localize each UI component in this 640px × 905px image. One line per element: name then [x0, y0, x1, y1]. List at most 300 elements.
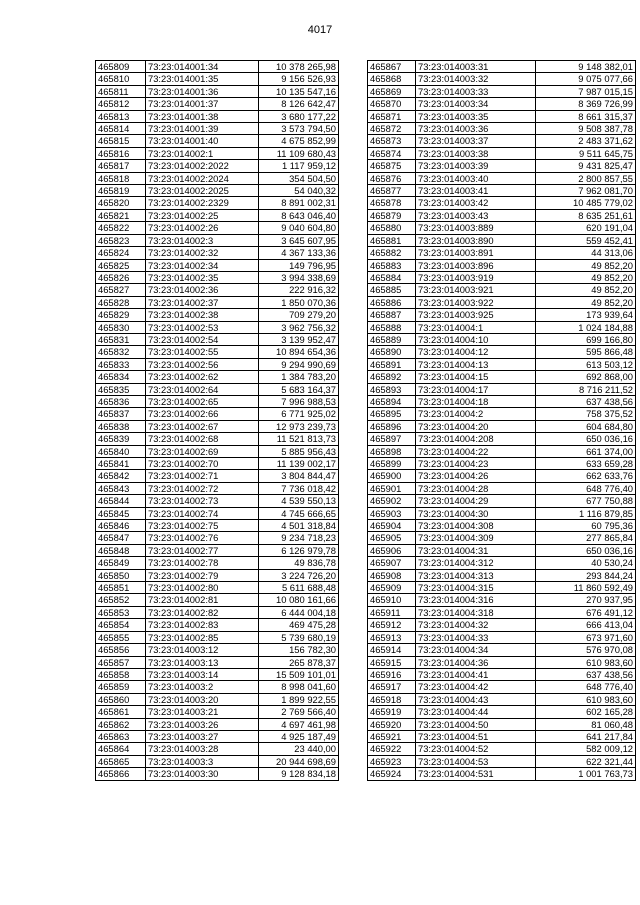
- table-row: [96, 234, 339, 246]
- row-number: 465893: [368, 383, 416, 395]
- row-number: 465891: [368, 358, 416, 370]
- table-row: [96, 123, 339, 135]
- row-number: 465819: [96, 185, 146, 197]
- registry-table-right: [367, 60, 636, 781]
- cadastral-value: 49 852,20: [536, 284, 636, 296]
- row-number: 465871: [368, 110, 416, 122]
- table-row: [96, 433, 339, 445]
- cadastral-value: 641 217,84: [536, 730, 636, 742]
- cadastral-value: 9 148 382,01: [536, 61, 636, 73]
- cadastral-value: 8 998 041,60: [259, 681, 339, 693]
- cadastral-value: 1 384 783,20: [259, 371, 339, 383]
- table-row: [96, 520, 339, 532]
- table-row: [96, 557, 339, 569]
- row-number: 465859: [96, 681, 146, 693]
- cadastral-number: 73:23:014004:312: [416, 557, 536, 569]
- cadastral-number: 73:23:014002:83: [146, 619, 259, 631]
- table-row: [96, 259, 339, 271]
- cadastral-value: 6 444 004,18: [259, 606, 339, 618]
- table-row: [96, 718, 339, 730]
- row-number: 465873: [368, 135, 416, 147]
- cadastral-number: 73:23:014002:38: [146, 309, 259, 321]
- row-number: 465845: [96, 507, 146, 519]
- cadastral-number: 73:23:014003:32: [416, 73, 536, 85]
- table-row: [368, 185, 636, 197]
- cadastral-number: 73:23:014001:37: [146, 98, 259, 110]
- table-row: [96, 594, 339, 606]
- table-row: [368, 271, 636, 283]
- cadastral-value: 81 060,48: [536, 718, 636, 730]
- table-row: [96, 668, 339, 680]
- row-number: 465912: [368, 619, 416, 631]
- cadastral-value: 10 485 779,02: [536, 197, 636, 209]
- table-row: [96, 544, 339, 556]
- row-number: 465821: [96, 209, 146, 221]
- cadastral-value: 3 573 794,50: [259, 123, 339, 135]
- cadastral-value: 8 369 726,99: [536, 98, 636, 110]
- table-row: [368, 619, 636, 631]
- table-row: [368, 507, 636, 519]
- cadastral-number: 73:23:014001:35: [146, 73, 259, 85]
- cadastral-number: 73:23:014002:35: [146, 271, 259, 283]
- cadastral-number: 73:23:014004:44: [416, 706, 536, 718]
- row-number: 465892: [368, 371, 416, 383]
- cadastral-value: 637 438,56: [536, 668, 636, 680]
- row-number: 465816: [96, 147, 146, 159]
- cadastral-value: 11 860 592,49: [536, 582, 636, 594]
- cadastral-number: 73:23:014003:891: [416, 247, 536, 259]
- row-number: 465889: [368, 333, 416, 345]
- cadastral-number: 73:23:014004:43: [416, 693, 536, 705]
- row-number: 465830: [96, 321, 146, 333]
- table-row: [96, 420, 339, 432]
- row-number: 465919: [368, 706, 416, 718]
- table-row: [368, 61, 636, 73]
- cadastral-value: 8 661 315,37: [536, 110, 636, 122]
- table-row: [96, 644, 339, 656]
- table-row: [368, 693, 636, 705]
- cadastral-value: 10 080 161,66: [259, 594, 339, 606]
- cadastral-number: 73:23:014003:889: [416, 222, 536, 234]
- cadastral-number: 73:23:014003:925: [416, 309, 536, 321]
- table-row: [368, 73, 636, 85]
- cadastral-number: 73:23:014002:82: [146, 606, 259, 618]
- cadastral-number: 73:23:014003:12: [146, 644, 259, 656]
- cadastral-value: 9 040 604,80: [259, 222, 339, 234]
- row-number: 465831: [96, 333, 146, 345]
- cadastral-value: 648 776,40: [536, 482, 636, 494]
- cadastral-number: 73:23:014003:40: [416, 172, 536, 184]
- cadastral-value: 4 539 550,13: [259, 495, 339, 507]
- row-number: 465825: [96, 259, 146, 271]
- table-row: [96, 408, 339, 420]
- row-number: 465877: [368, 185, 416, 197]
- table-row: [368, 495, 636, 507]
- table-row: [368, 433, 636, 445]
- cadastral-number: 73:23:014003:41: [416, 185, 536, 197]
- cadastral-value: 469 475,28: [259, 619, 339, 631]
- table-row: [368, 110, 636, 122]
- cadastral-number: 73:23:014002:1: [146, 147, 259, 159]
- cadastral-number: 73:23:014003:27: [146, 730, 259, 742]
- cadastral-value: 6 771 925,02: [259, 408, 339, 420]
- cadastral-value: 595 866,48: [536, 346, 636, 358]
- table-row: [96, 271, 339, 283]
- cadastral-number: 73:23:014002:80: [146, 582, 259, 594]
- table-row: [96, 730, 339, 742]
- cadastral-number: 73:23:014003:39: [416, 160, 536, 172]
- cadastral-number: 73:23:014002:2022: [146, 160, 259, 172]
- cadastral-value: 9 128 834,18: [259, 768, 339, 780]
- table-row: [96, 371, 339, 383]
- row-number: 465910: [368, 594, 416, 606]
- cadastral-number: 73:23:014002:2024: [146, 172, 259, 184]
- cadastral-value: 20 944 698,69: [259, 755, 339, 767]
- cadastral-value: 2 800 857,55: [536, 172, 636, 184]
- table-row: [96, 247, 339, 259]
- table-row: [368, 557, 636, 569]
- row-number: 465839: [96, 433, 146, 445]
- cadastral-number: 73:23:014003:3: [146, 755, 259, 767]
- row-number: 465883: [368, 259, 416, 271]
- table-row: [368, 445, 636, 457]
- table-row: [368, 482, 636, 494]
- table-row: [368, 321, 636, 333]
- cadastral-number: 73:23:014004:18: [416, 395, 536, 407]
- cadastral-value: 5 611 688,48: [259, 582, 339, 594]
- cadastral-number: 73:23:014003:890: [416, 234, 536, 246]
- table-row: [96, 458, 339, 470]
- row-number: 465840: [96, 445, 146, 457]
- cadastral-value: 9 511 645,75: [536, 147, 636, 159]
- table-row: [96, 110, 339, 122]
- row-number: 465855: [96, 631, 146, 643]
- table-row: [368, 408, 636, 420]
- cadastral-value: 3 962 756,32: [259, 321, 339, 333]
- cadastral-number: 73:23:014004:318: [416, 606, 536, 618]
- table-row: [96, 185, 339, 197]
- row-number: 465850: [96, 569, 146, 581]
- cadastral-number: 73:23:014002:72: [146, 482, 259, 494]
- table-row: [96, 656, 339, 668]
- cadastral-number: 73:23:014004:53: [416, 755, 536, 767]
- cadastral-number: 73:23:014004:2: [416, 408, 536, 420]
- row-number: 465815: [96, 135, 146, 147]
- row-number: 465833: [96, 358, 146, 370]
- row-number: 465824: [96, 247, 146, 259]
- cadastral-value: 637 438,56: [536, 395, 636, 407]
- table-row: [368, 284, 636, 296]
- cadastral-number: 73:23:014004:34: [416, 644, 536, 656]
- cadastral-number: 73:23:014004:41: [416, 668, 536, 680]
- cadastral-value: 699 166,80: [536, 333, 636, 345]
- row-number: 465844: [96, 495, 146, 507]
- row-number: 465894: [368, 395, 416, 407]
- cadastral-value: 7 987 015,15: [536, 85, 636, 97]
- row-number: 465818: [96, 172, 146, 184]
- table-row: [96, 507, 339, 519]
- row-number: 465849: [96, 557, 146, 569]
- cadastral-number: 73:23:014003:14: [146, 668, 259, 680]
- table-row: [368, 160, 636, 172]
- cadastral-number: 73:23:014002:76: [146, 532, 259, 544]
- cadastral-number: 73:23:014002:79: [146, 569, 259, 581]
- cadastral-number: 73:23:014002:71: [146, 470, 259, 482]
- row-number: 465917: [368, 681, 416, 693]
- cadastral-number: 73:23:014002:74: [146, 507, 259, 519]
- row-number: 465858: [96, 668, 146, 680]
- cadastral-number: 73:23:014001:40: [146, 135, 259, 147]
- cadastral-value: 758 375,52: [536, 408, 636, 420]
- cadastral-value: 265 878,37: [259, 656, 339, 668]
- cadastral-value: 709 279,20: [259, 309, 339, 321]
- row-number: 465863: [96, 730, 146, 742]
- table-row: [368, 85, 636, 97]
- table-row: [96, 569, 339, 581]
- cadastral-value: 60 795,36: [536, 520, 636, 532]
- row-number: 465923: [368, 755, 416, 767]
- row-number: 465901: [368, 482, 416, 494]
- cadastral-number: 73:23:014001:39: [146, 123, 259, 135]
- cadastral-value: 559 452,41: [536, 234, 636, 246]
- table-row: [96, 222, 339, 234]
- cadastral-value: 677 750,88: [536, 495, 636, 507]
- table-row: [368, 333, 636, 345]
- row-number: 465922: [368, 743, 416, 755]
- cadastral-number: 73:23:014002:54: [146, 333, 259, 345]
- cadastral-number: 73:23:014001:34: [146, 61, 259, 73]
- cadastral-value: 11 109 680,43: [259, 147, 339, 159]
- cadastral-value: 8 643 046,40: [259, 209, 339, 221]
- cadastral-value: 1 116 879,85: [536, 507, 636, 519]
- row-number: 465899: [368, 458, 416, 470]
- cadastral-number: 73:23:014002:64: [146, 383, 259, 395]
- row-number: 465866: [96, 768, 146, 780]
- cadastral-value: 8 126 642,47: [259, 98, 339, 110]
- table-row: [368, 147, 636, 159]
- cadastral-value: 4 925 187,49: [259, 730, 339, 742]
- table-row: [96, 768, 339, 780]
- cadastral-number: 73:23:014002:73: [146, 495, 259, 507]
- table-row: [368, 668, 636, 680]
- cadastral-number: 73:23:014002:78: [146, 557, 259, 569]
- row-number: 465875: [368, 160, 416, 172]
- table-row: [96, 135, 339, 147]
- table-row: [368, 755, 636, 767]
- cadastral-value: 222 916,32: [259, 284, 339, 296]
- cadastral-number: 73:23:014002:53: [146, 321, 259, 333]
- row-number: 465853: [96, 606, 146, 618]
- cadastral-value: 156 782,30: [259, 644, 339, 656]
- row-number: 465924: [368, 768, 416, 780]
- table-row: [96, 681, 339, 693]
- table-row: [96, 61, 339, 73]
- cadastral-number: 73:23:014004:29: [416, 495, 536, 507]
- cadastral-number: 73:23:014004:208: [416, 433, 536, 445]
- cadastral-value: 3 224 726,20: [259, 569, 339, 581]
- cadastral-value: 692 868,00: [536, 371, 636, 383]
- cadastral-value: 673 971,60: [536, 631, 636, 643]
- cadastral-value: 3 680 177,22: [259, 110, 339, 122]
- table-row: [368, 172, 636, 184]
- row-number: 465878: [368, 197, 416, 209]
- cadastral-number: 73:23:014004:33: [416, 631, 536, 643]
- row-number: 465836: [96, 395, 146, 407]
- cadastral-value: 9 234 718,23: [259, 532, 339, 544]
- cadastral-value: 49 836,78: [259, 557, 339, 569]
- cadastral-value: 613 503,12: [536, 358, 636, 370]
- cadastral-number: 73:23:014003:21: [146, 706, 259, 718]
- cadastral-number: 73:23:014003:2: [146, 681, 259, 693]
- cadastral-number: 73:23:014002:2025: [146, 185, 259, 197]
- row-number: 465867: [368, 61, 416, 73]
- cadastral-number: 73:23:014004:42: [416, 681, 536, 693]
- row-number: 465886: [368, 296, 416, 308]
- cadastral-number: 73:23:014002:37: [146, 296, 259, 308]
- table-row: [96, 98, 339, 110]
- table-row: [96, 73, 339, 85]
- cadastral-number: 73:23:014004:17: [416, 383, 536, 395]
- table-row: [96, 706, 339, 718]
- cadastral-value: 8 716 211,52: [536, 383, 636, 395]
- cadastral-number: 73:23:014004:32: [416, 619, 536, 631]
- table-row: [368, 222, 636, 234]
- cadastral-number: 73:23:014003:13: [146, 656, 259, 668]
- row-number: 465835: [96, 383, 146, 395]
- row-number: 465828: [96, 296, 146, 308]
- table-row: [96, 309, 339, 321]
- table-row: [368, 209, 636, 221]
- row-number: 465852: [96, 594, 146, 606]
- row-number: 465848: [96, 544, 146, 556]
- cadastral-number: 73:23:014002:66: [146, 408, 259, 420]
- row-number: 465884: [368, 271, 416, 283]
- cadastral-number: 73:23:014002:26: [146, 222, 259, 234]
- table-row: [368, 346, 636, 358]
- cadastral-number: 73:23:014003:33: [416, 85, 536, 97]
- cadastral-number: 73:23:014004:15: [416, 371, 536, 383]
- row-number: 465872: [368, 123, 416, 135]
- row-number: 465842: [96, 470, 146, 482]
- cadastral-number: 73:23:014004:12: [416, 346, 536, 358]
- cadastral-value: 149 796,95: [259, 259, 339, 271]
- cadastral-value: 650 036,16: [536, 544, 636, 556]
- cadastral-value: 622 321,44: [536, 755, 636, 767]
- cadastral-number: 73:23:014003:896: [416, 259, 536, 271]
- cadastral-number: 73:23:014002:81: [146, 594, 259, 606]
- row-number: 465896: [368, 420, 416, 432]
- cadastral-number: 73:23:014004:13: [416, 358, 536, 370]
- row-number: 465869: [368, 85, 416, 97]
- cadastral-number: 73:23:014004:26: [416, 470, 536, 482]
- table-row: [368, 706, 636, 718]
- cadastral-number: 73:23:014003:20: [146, 693, 259, 705]
- cadastral-number: 73:23:014001:36: [146, 85, 259, 97]
- table-row: [96, 333, 339, 345]
- row-number: 465865: [96, 755, 146, 767]
- cadastral-number: 73:23:014003:922: [416, 296, 536, 308]
- cadastral-number: 73:23:014002:2329: [146, 197, 259, 209]
- cadastral-value: 648 776,40: [536, 681, 636, 693]
- row-number: 465826: [96, 271, 146, 283]
- cadastral-number: 73:23:014002:85: [146, 631, 259, 643]
- cadastral-number: 73:23:014003:919: [416, 271, 536, 283]
- cadastral-value: 12 973 239,73: [259, 420, 339, 432]
- cadastral-value: 620 191,04: [536, 222, 636, 234]
- cadastral-value: 4 697 461,98: [259, 718, 339, 730]
- row-number: 465838: [96, 420, 146, 432]
- cadastral-value: 11 139 002,17: [259, 458, 339, 470]
- cadastral-value: 662 633,76: [536, 470, 636, 482]
- table-row: [96, 85, 339, 97]
- table-row: [368, 296, 636, 308]
- cadastral-number: 73:23:014004:31: [416, 544, 536, 556]
- table-row: [96, 160, 339, 172]
- row-number: 465882: [368, 247, 416, 259]
- cadastral-value: 2 483 371,62: [536, 135, 636, 147]
- cadastral-value: 4 367 133,36: [259, 247, 339, 259]
- cadastral-value: 173 939,64: [536, 309, 636, 321]
- cadastral-value: 11 521 813,73: [259, 433, 339, 445]
- table-row: [368, 768, 636, 780]
- table-row: [368, 470, 636, 482]
- row-number: 465915: [368, 656, 416, 668]
- row-number: 465887: [368, 309, 416, 321]
- cadastral-value: 54 040,32: [259, 185, 339, 197]
- table-row: [96, 470, 339, 482]
- cadastral-number: 73:23:014003:26: [146, 718, 259, 730]
- cadastral-value: 666 413,04: [536, 619, 636, 631]
- cadastral-number: 73:23:014002:69: [146, 445, 259, 457]
- table-row: [96, 209, 339, 221]
- table-row: [368, 458, 636, 470]
- table-row: [368, 594, 636, 606]
- cadastral-value: 1 001 763,73: [536, 768, 636, 780]
- cadastral-number: 73:23:014002:75: [146, 520, 259, 532]
- cadastral-number: 73:23:014004:52: [416, 743, 536, 755]
- registry-table-left: [95, 60, 339, 781]
- row-number: 465918: [368, 693, 416, 705]
- cadastral-value: 582 009,12: [536, 743, 636, 755]
- cadastral-value: 6 126 979,78: [259, 544, 339, 556]
- row-number: 465905: [368, 532, 416, 544]
- table-row: [368, 544, 636, 556]
- cadastral-number: 73:23:014002:62: [146, 371, 259, 383]
- cadastral-value: 49 852,20: [536, 259, 636, 271]
- table-row: [368, 631, 636, 643]
- table-row: [368, 259, 636, 271]
- row-number: 465914: [368, 644, 416, 656]
- cadastral-number: 73:23:014004:28: [416, 482, 536, 494]
- cadastral-value: 1 850 070,36: [259, 296, 339, 308]
- table-row: [368, 644, 636, 656]
- row-number: 465888: [368, 321, 416, 333]
- cadastral-number: 73:23:014003:36: [416, 123, 536, 135]
- cadastral-number: 73:23:014003:42: [416, 197, 536, 209]
- cadastral-number: 73:23:014004:308: [416, 520, 536, 532]
- table-row: [96, 693, 339, 705]
- cadastral-value: 15 509 101,01: [259, 668, 339, 680]
- cadastral-value: 23 440,00: [259, 743, 339, 755]
- row-number: 465823: [96, 234, 146, 246]
- table-row: [368, 520, 636, 532]
- cadastral-value: 10 135 547,16: [259, 85, 339, 97]
- cadastral-value: 602 165,28: [536, 706, 636, 718]
- table-row: [368, 743, 636, 755]
- row-number: 465814: [96, 123, 146, 135]
- cadastral-number: 73:23:014002:77: [146, 544, 259, 556]
- cadastral-number: 73:23:014003:921: [416, 284, 536, 296]
